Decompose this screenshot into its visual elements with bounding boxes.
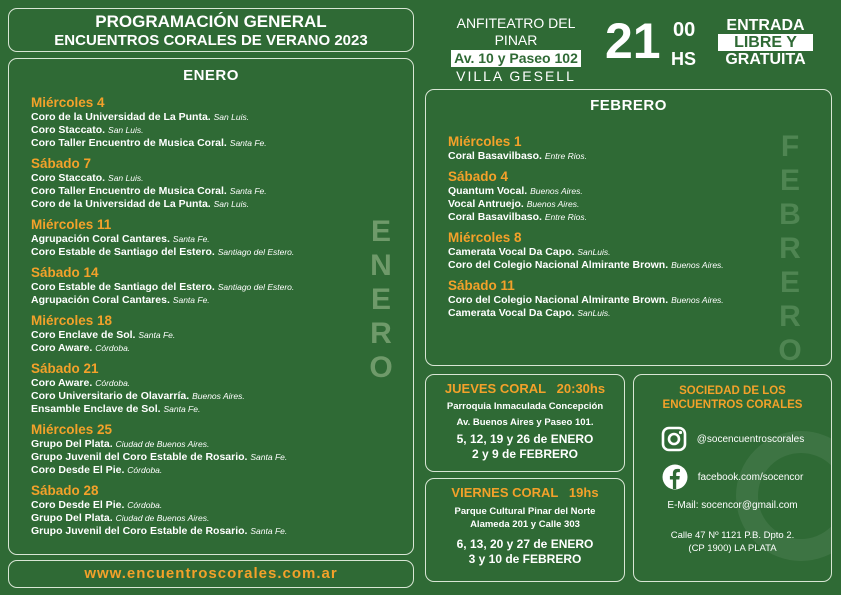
choir-entry — [448, 307, 724, 320]
choir-city: Santa Fe. — [172, 295, 210, 305]
sociedad-title2: ENCUENTROS CORALES — [662, 399, 803, 411]
choir-entry — [448, 150, 724, 163]
vertical-letter: E — [370, 215, 391, 248]
enero-panel — [8, 58, 414, 555]
choir-name: Ensamble Enclave de Sol. — [31, 403, 161, 415]
title-line1: PROGRAMACIÓN GENERAL — [95, 12, 327, 31]
vertical-letter: R — [779, 300, 801, 333]
choir-city: SanLuis. — [577, 308, 611, 318]
title-box — [8, 8, 414, 52]
choir-city: Buenos Aires. — [192, 391, 245, 401]
vertical-letter: O — [778, 334, 802, 367]
entry-line3: GRATUITA — [725, 51, 806, 68]
choir-entry — [31, 512, 294, 525]
vertical-letter: E — [779, 266, 800, 299]
facebook-link[interactable]: facebook.com/socencor — [697, 471, 804, 483]
choir-entry — [31, 451, 294, 464]
choir-city: Santa Fe. — [229, 186, 267, 196]
vertical-letter: N — [370, 249, 392, 282]
choir-name: Coro Desde El Pie. — [31, 464, 125, 476]
choir-name: Coro Aware. — [31, 377, 93, 389]
jueves-heading: JUEVES CORAL 20:30hs — [444, 381, 606, 396]
choir-name: Coro Taller Encuentro de Musica Coral. — [31, 137, 227, 149]
choir-name: Vocal Antruejo. — [448, 198, 524, 210]
choir-name: Grupo Juvenil del Coro Estable de Rosario. — [31, 451, 248, 463]
sociedad-box — [633, 374, 832, 582]
choir-name: Coral Basavilbaso. — [448, 211, 542, 223]
choir-entry — [31, 185, 294, 198]
choir-entry — [31, 342, 294, 355]
choir-entry — [31, 137, 294, 150]
choir-entry — [31, 246, 294, 259]
jueves-place2: Av. Buenos Aires y Paseo 101. — [456, 417, 594, 428]
address-line1: Calle 47 Nº 1121 P.B. Dpto 2. — [670, 530, 795, 541]
entry-line1: ENTRADA — [726, 17, 805, 34]
day-heading: Sábado 21 — [31, 361, 99, 376]
choir-city: Buenos Aires. — [671, 260, 724, 270]
instagram-icon — [661, 426, 687, 452]
vertical-letter: E — [779, 164, 800, 197]
facebook-icon — [662, 464, 688, 490]
day-heading: Sábado 7 — [31, 156, 92, 171]
day-heading: Sábado 28 — [31, 483, 99, 498]
choir-name: Coral Basavilbaso. — [448, 150, 542, 162]
jueves-dates1: 5, 12, 19 y 26 de ENERO — [456, 432, 594, 446]
free-entry — [718, 17, 813, 68]
day-heading: Sábado 11 — [448, 278, 515, 293]
choir-entry — [31, 438, 294, 451]
choir-entry — [31, 281, 294, 294]
choir-city: Córdoba. — [127, 500, 163, 510]
choir-city: Buenos Aires. — [530, 186, 583, 196]
choir-name: Quantum Vocal. — [448, 185, 528, 197]
choir-entry — [31, 403, 294, 416]
choir-name: Coro Estable de Santiago del Estero. — [31, 281, 215, 293]
choir-entry — [448, 211, 724, 224]
choir-city: Santa Fe. — [138, 330, 176, 340]
choir-city: Santa Fe. — [163, 404, 201, 414]
choir-entry — [31, 329, 294, 342]
vertical-letter: E — [370, 283, 391, 316]
start-time — [605, 14, 705, 74]
choir-city: Santa Fe. — [172, 234, 210, 244]
viernes-coral-box — [425, 478, 625, 582]
choir-city: Santa Fe. — [229, 138, 267, 148]
day-heading: Miércoles 11 — [31, 217, 112, 232]
viernes-dates2: 3 y 10 de FEBRERO — [468, 552, 582, 566]
entry-line2: LIBRE Y — [718, 34, 813, 51]
choir-name: Grupo Del Plata. — [31, 438, 113, 450]
choir-name: Grupo Juvenil del Coro Estable de Rosario. — [31, 525, 248, 537]
choir-entry — [31, 464, 294, 477]
choir-city: San Luis. — [108, 173, 144, 183]
viernes-place2: Alameda 201 y Calle 303 — [470, 519, 580, 530]
venue-address: Av. 10 y Paseo 102 — [451, 50, 581, 67]
choir-name: Coro Aware. — [31, 342, 93, 354]
choir-city: Buenos Aires. — [671, 295, 724, 305]
day-heading: Miércoles 8 — [448, 230, 522, 245]
choir-name: Camerata Vocal Da Capo. — [448, 307, 575, 319]
choir-city: San Luis. — [108, 125, 144, 135]
choir-entry — [31, 111, 294, 124]
vertical-letter: O — [369, 351, 393, 384]
choir-city: Santa Fe. — [250, 526, 288, 536]
choir-name: Coro Enclave de Sol. — [31, 329, 136, 341]
day-heading: Miércoles 18 — [31, 313, 113, 328]
choir-entry — [448, 246, 724, 259]
choir-name: Coro Estable de Santiago del Estero. — [31, 246, 215, 258]
choir-city: San Luis. — [213, 112, 250, 122]
enero-schedule — [31, 95, 294, 538]
choir-entry — [31, 525, 294, 538]
enero-vertical-letters — [363, 215, 399, 385]
choir-name: Camerata Vocal Da Capo. — [448, 246, 575, 258]
jueves-dates2: 2 y 9 de FEBRERO — [471, 447, 579, 461]
choir-city: Buenos Aires. — [526, 199, 580, 209]
choir-name: Coro Universitario de Olavarría. — [31, 390, 190, 402]
choir-entry — [31, 233, 294, 246]
choir-name: Coro de la Universidad de La Punta. — [31, 111, 211, 123]
choir-city: SanLuis. — [577, 247, 611, 257]
instagram-handle[interactable]: @socencuentroscorales — [696, 433, 805, 445]
choir-city: Ciudad de Buenos Aires. — [115, 513, 210, 523]
jueves-coral-box — [425, 374, 625, 472]
day-heading: Miércoles 25 — [31, 422, 113, 437]
day-heading: Miércoles 4 — [31, 95, 105, 110]
choir-entry — [448, 185, 724, 198]
website-box — [8, 560, 414, 588]
day-heading: Sábado 14 — [31, 265, 99, 280]
time-suffix: HS — [671, 49, 697, 69]
day-heading: Sábado 4 — [448, 169, 509, 184]
jueves-place1: Parroquia Inmaculada Concepción — [446, 401, 604, 412]
choir-entry — [31, 294, 294, 307]
vertical-letter: R — [370, 317, 392, 350]
sociedad-title1: SOCIEDAD DE LOS — [679, 385, 786, 397]
venue-name: ANFITEATRO DEL PINAR — [456, 15, 576, 48]
choir-entry — [31, 390, 294, 403]
febrero-heading: FEBRERO — [590, 97, 667, 114]
vertical-letter: R — [779, 232, 801, 265]
choir-city: Entre Rios. — [544, 151, 587, 161]
choir-city: Entre Rios. — [544, 212, 587, 222]
febrero-vertical-letters — [772, 130, 808, 368]
choir-city: Santiago del Estero. — [217, 282, 295, 292]
venue-city: VILLA GESELL — [456, 68, 576, 84]
choir-name: Agrupación Coral Cantares. — [31, 233, 170, 245]
choir-entry — [31, 377, 294, 390]
choir-city: Córdoba. — [127, 465, 163, 475]
choir-name: Grupo Del Plata. — [31, 512, 113, 524]
enero-heading: ENERO — [183, 67, 239, 84]
time-minutes: 00 — [673, 19, 696, 41]
febrero-panel — [425, 89, 832, 366]
vertical-letter: F — [780, 130, 800, 163]
choir-entry — [448, 198, 724, 211]
choir-entry — [31, 499, 294, 512]
address-line2: (CP 1900) LA PLATA — [688, 543, 777, 554]
choir-city: Córdoba. — [95, 378, 131, 388]
choir-name: Coro del Colegio Nacional Almirante Brown. — [448, 259, 669, 271]
choir-name: Agrupación Coral Cantares. — [31, 294, 170, 306]
choir-name: Coro del Colegio Nacional Almirante Brown. — [448, 294, 669, 306]
choir-name: Coro Staccato. — [31, 172, 106, 184]
choir-city: Santiago del Estero. — [217, 247, 295, 257]
choir-name: Coro Desde El Pie. — [31, 499, 125, 511]
choir-city: Santa Fe. — [250, 452, 288, 462]
choir-entry — [448, 259, 724, 272]
choir-city: San Luis. — [213, 199, 250, 209]
title-line2: ENCUENTROS CORALES DE VERANO 2023 — [54, 32, 368, 49]
choir-entry — [448, 294, 724, 307]
choir-city: Córdoba. — [95, 343, 131, 353]
email[interactable]: E-Mail: socencor@gmail.com — [667, 500, 798, 511]
choir-name: Coro Staccato. — [31, 124, 106, 136]
website-link[interactable]: www.encuentroscorales.com.ar — [84, 565, 338, 582]
choir-city: Ciudad de Buenos Aires. — [115, 439, 210, 449]
viernes-heading: VIERNES CORAL 19hs — [451, 485, 599, 500]
choir-entry — [31, 124, 294, 137]
choir-entry — [31, 172, 294, 185]
time-hour: 21 — [605, 13, 661, 69]
venue — [438, 15, 594, 85]
choir-entry — [31, 198, 294, 211]
viernes-dates1: 6, 13, 20 y 27 de ENERO — [456, 537, 594, 551]
vertical-letter: B — [779, 198, 801, 231]
day-heading: Miércoles 1 — [448, 134, 522, 149]
febrero-schedule — [448, 134, 724, 320]
viernes-place1: Parque Cultural Pinar del Norte — [454, 506, 596, 517]
choir-name: Coro de la Universidad de La Punta. — [31, 198, 211, 210]
choir-name: Coro Taller Encuentro de Musica Coral. — [31, 185, 227, 197]
